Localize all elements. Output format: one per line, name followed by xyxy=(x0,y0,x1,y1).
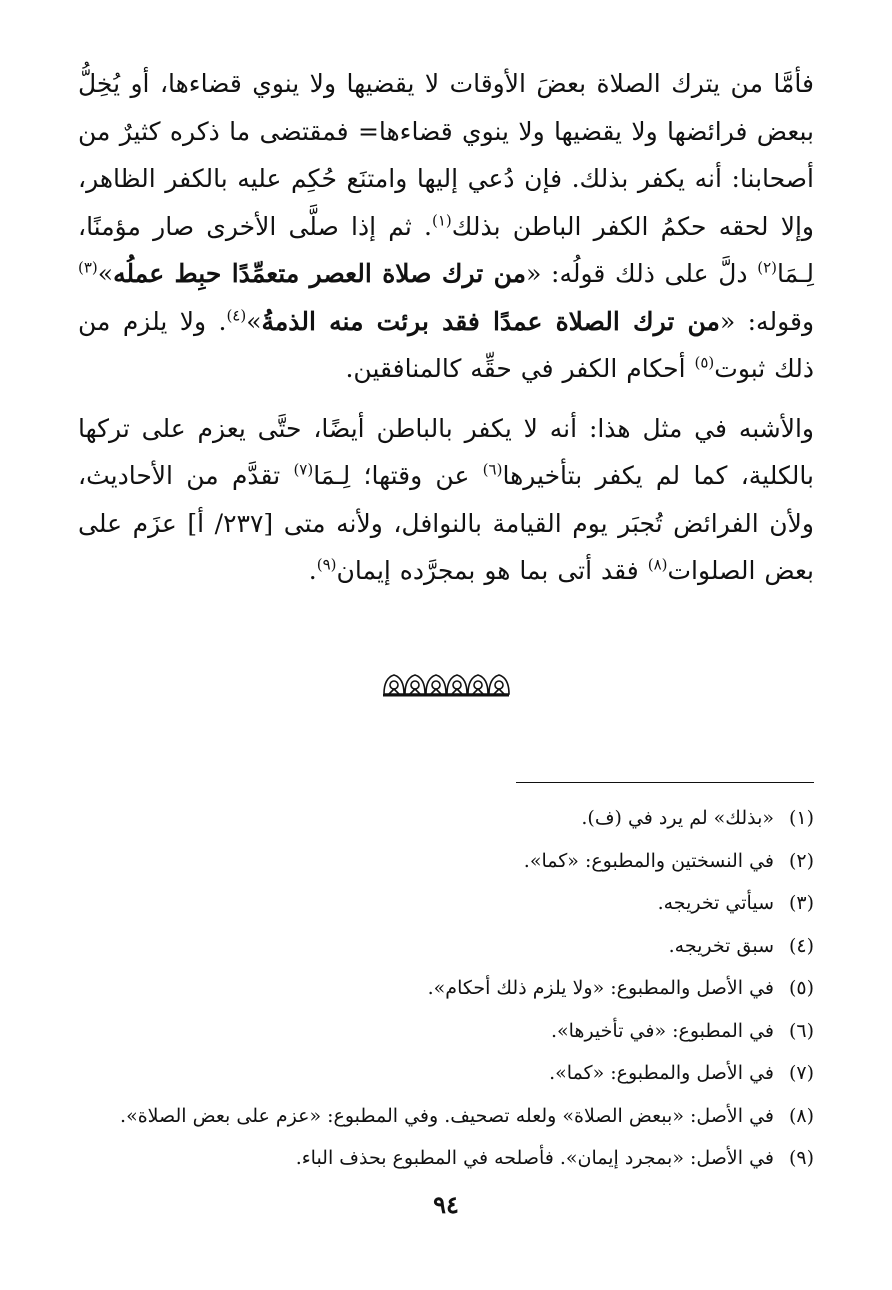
footnote-5 xyxy=(78,967,814,1010)
paragraph-2 xyxy=(78,405,814,595)
footnote-number: (٦) xyxy=(788,1019,814,1042)
footnote-3 xyxy=(78,882,814,925)
paragraph-1-text-e: . ولا يلزم من ذلك ثبوت xyxy=(78,306,814,383)
footnote-2 xyxy=(78,840,814,883)
paragraph-1-text-b: . ثم إذا صلَّى الأخرى صار مؤمنًا، لِـمَا xyxy=(78,211,814,288)
footnote-text: في الأصل: «ببعض الصلاة» ولعله تصحيف. وفي المطبوع: «عزم على بعض الصلاة». xyxy=(120,1104,774,1127)
footnote-text: في الأصل والمطبوع: «ولا يلزم ذلك أحكام». xyxy=(427,977,774,999)
floral-divider-icon xyxy=(78,670,814,700)
hadith-quote-1: من ترك صلاة العصر متعمِّدًا حبِط عملُه xyxy=(113,259,527,288)
paragraph-2-text-a: والأشبه في مثل هذا: أنه لا يكفر بالباطن أيضًا، حتَّى يعزم على تركها بالكلية، كما لم يكفر بتأخيرها xyxy=(78,413,814,490)
footnote-ref-2[interactable]: (٢) xyxy=(757,258,777,277)
paragraph-2-text-b: عن وقتها؛ لِـمَا xyxy=(313,461,483,490)
footnote-number: (٧) xyxy=(788,1062,814,1084)
quote-close-2: » xyxy=(246,306,262,336)
footnote-text: سيأتي تخريجه. xyxy=(657,892,774,914)
paragraph-2-text-d: فقد أتى بما هو بمجرَّده إيمان xyxy=(336,556,648,585)
footnote-number: (٤) xyxy=(788,934,814,957)
footnote-7 xyxy=(78,1052,814,1095)
footnote-text: سبق تخريجه. xyxy=(668,934,774,957)
footnote-9 xyxy=(78,1137,814,1180)
footnote-ref-4[interactable]: (٤) xyxy=(226,306,247,325)
footnote-ref-9[interactable]: (٩) xyxy=(316,555,337,574)
footnote-number: (٥) xyxy=(788,977,814,999)
footnote-1 xyxy=(78,797,814,840)
paragraph-2-text-e: . xyxy=(308,556,317,585)
footnote-ref-8[interactable]: (٨) xyxy=(647,555,668,574)
footnote-ref-7[interactable]: (٧) xyxy=(293,460,314,479)
paragraph-1-text-f: أحكام الكفر في حقِّه كالمنافقين. xyxy=(345,354,695,383)
footnote-text: في الأصل: «بمجرد إيمان». فأصلحه في المطبوع بحذف الباء. xyxy=(295,1147,774,1169)
footnote-8 xyxy=(78,1095,814,1138)
footnote-number: (٣) xyxy=(788,892,814,914)
paragraph-1-text-d: وقوله: « xyxy=(719,306,815,336)
footnote-ref-6[interactable]: (٦) xyxy=(482,460,503,479)
footnote-number: (٢) xyxy=(788,849,814,872)
hadith-quote-2: من ترك الصلاة عمدًا فقد برئت منه الذمةُ xyxy=(261,306,720,336)
paragraph-2-text-c: تقدَّم من الأحاديث، ولأن الفرائض تُجبَر يوم القيامة بالنوافل، ولأنه متى [٢٣٧/ أ] عزَم على بعض الصلوات xyxy=(78,461,814,585)
footnotes-list xyxy=(78,797,814,1180)
footnote-ref-5[interactable]: (٥) xyxy=(694,353,715,372)
footnote-text: في المطبوع: «في تأخيرها». xyxy=(550,1019,774,1042)
footnote-number: (٩) xyxy=(788,1147,814,1169)
quote-close-1: » xyxy=(97,259,114,288)
footnote-number: (١) xyxy=(788,807,814,829)
footnote-text: «بذلك» لم يرد في (ف). xyxy=(581,807,774,829)
page-number: ٩٤ xyxy=(433,1190,459,1219)
paragraph-1 xyxy=(78,60,814,393)
footnote-text: في الأصل والمطبوع: «كما». xyxy=(549,1062,774,1084)
book-page xyxy=(78,60,814,1240)
ornament-graphic xyxy=(381,672,511,698)
footnote-ref-1[interactable]: (١) xyxy=(431,211,452,230)
footnote-ref-3[interactable]: (٣) xyxy=(78,258,98,277)
footnote-6 xyxy=(78,1010,814,1053)
paragraph-1-text-c: دلَّ على ذلك قولُه: « xyxy=(526,259,758,288)
footnote-separator xyxy=(516,782,814,783)
footnote-number: (٨) xyxy=(788,1104,814,1127)
footnote-4 xyxy=(78,925,814,968)
paragraph-1-text-a: فأمَّا من يترك الصلاة بعضَ الأوقات لا يقضيها ولا ينوي قضاءها، أو يُخِلُّ ببعض فرائضها ولا يقضيها ولا ينوي قضاءها= فمقتضى ما ذكره كثيرٌ من أصحابنا: أنه يكفر بذلك. فإن دُعي إليها وامتنَع حُكِم عليه بالكفر الظاهر، وإلا لحقه حكمُ الكفر الباطن بذلك xyxy=(78,69,814,241)
footnote-text: في النسختين والمطبوع: «كما». xyxy=(523,849,774,872)
